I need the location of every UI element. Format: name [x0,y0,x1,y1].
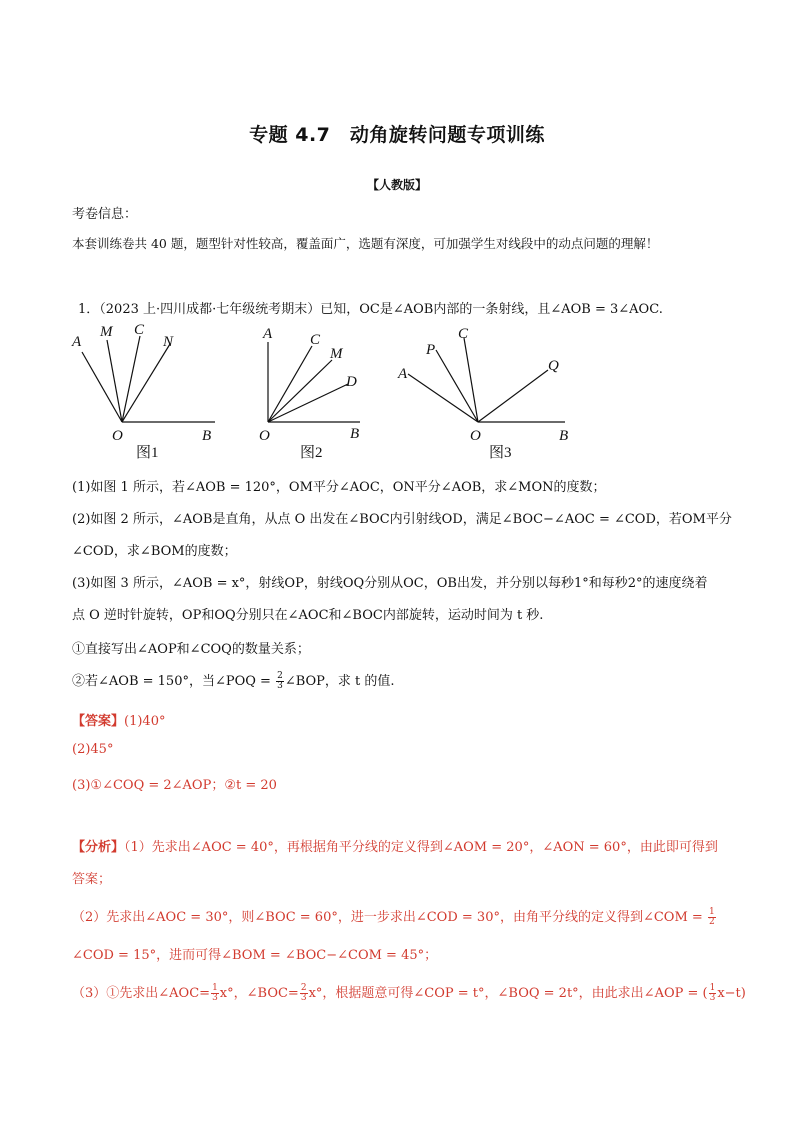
fig1-label-o: O [112,428,123,444]
fig2-label-b: B [350,426,360,442]
question-figures [60,322,580,462]
fraction-denominator: 3 [709,993,716,1003]
analysis-fraction-4 [709,984,717,1003]
analysis-line-5 [72,982,746,1003]
fraction-denominator: 3 [212,993,218,1003]
subpart-1-text: ①直接写出∠AOP和∠COQ的数量关系； [72,642,310,657]
answer-2: (2)45° [72,742,114,757]
answer-1: (1)40° [124,714,166,729]
fraction-numerator: 2 [300,983,307,993]
fig1-caption: 图1 [136,445,159,461]
fig2-label-a: A [263,326,273,342]
figure-1 [71,322,215,461]
fig3-label-c: C [458,326,469,342]
analysis-line-4: ∠COD = 15°，进而可得∠BOM = ∠BOC−∠COM = 45°； [72,948,438,963]
answer-label: 【答案】 [72,714,125,729]
fig1-label-n: N [163,334,174,350]
figure-2 [259,326,360,461]
figure-3 [397,326,568,461]
answer-3: (3)①∠COQ = 2∠AOP；②t = 20 [72,778,277,793]
part-3-line-2: 点 O 逆时针旋转，OP和OQ分别只在∠AOC和∠BOC内部旋转，运动时间为 t 秒. [72,608,544,623]
part-1-text: (1)如图 1 所示，若∠AOB = 120°，OM平分∠AOC，ON平分∠AOB，求∠MON的度数； [72,480,606,495]
analysis-text-1: （1）先求出∠AOC = 40°，再根据角平分线的定义得到∠AOM = 20°，∠AON = 60°，由此即可得到 [124,840,718,855]
analysis-text-5b: x°，∠BOC= [219,986,299,1001]
analysis-line-3 [72,906,717,927]
page-title: 专题 4.7 动角旋转问题专项训练 [249,124,545,146]
exam-info-label: 考卷信息： [72,207,138,222]
fig2-label-m: M [330,346,343,362]
fraction-denominator: 2 [708,917,715,927]
fig1-label-a: A [72,334,82,350]
question-stem: 1．（2023 上·四川成都·七年级统考期末）已知，OC是∠AOB内部的一条射线，且∠AOB = 3∠AOC. [78,302,663,317]
fig2-caption: 图2 [300,445,323,461]
analysis-label: 【分析】 [72,840,125,855]
fraction-numerator: 1 [708,907,715,917]
fig3-label-p: P [426,342,436,358]
subpart-2-text [72,670,395,691]
edition-label: 【人教版】 [366,178,427,192]
fig3-label-o: O [470,428,481,444]
part-3-line-1: (3)如图 3 所示，∠AOB = x°，射线OP，射线OQ分别从OC，OB出发，并分别以每秒1°和每秒2°的速度绕着 [72,576,708,591]
fraction-denominator: 3 [300,993,307,1003]
fraction-numerator: 1 [212,983,218,993]
part-2-line-2: ∠COD，求∠BOM的度数； [72,544,237,559]
fig1-label-m: M [100,324,113,340]
fraction-numerator: 2 [277,671,283,681]
analysis-fraction-3 [300,984,308,1003]
fig2-label-d: D [346,374,357,390]
analysis-line-1 [72,836,718,855]
fig2-label-o: O [259,428,270,444]
analysis-text-3: （2）先求出∠AOC = 30°，则∠BOC = 60°，进一步求出∠COD = 30°，由角平分线的定义得到∠COM = [72,910,707,925]
analysis-line-2: 答案； [72,872,112,887]
analysis-fraction-1 [708,908,716,927]
analysis-text-5c: x°，根据题意可得∠COP = t°，∠BOQ = 2t°，由此求出∠AOP = ( [308,986,708,1001]
fig3-label-q: Q [548,358,559,374]
fig3-label-a: A [398,366,408,382]
subpart-2-fraction [276,672,284,691]
fig1-label-b: B [202,428,212,444]
analysis-text-5d: x−t) [717,986,746,1001]
subpart-2-text-a: ②若∠AOB = 150°，当∠POQ = [72,674,276,689]
fig1-label-c: C [134,322,145,338]
analysis-text-5a: （3）①先求出∠AOC= [72,986,211,1001]
fig3-label-b: B [559,428,569,444]
subpart-2-text-b: ∠BOP，求 t 的值. [284,674,395,689]
fig2-label-c: C [310,332,321,348]
analysis-fraction-2 [211,984,219,1003]
exam-info-text: 本套训练卷共 40 题，题型针对性较高，覆盖面广，选题有深度，可加强学生对线段中的动点问题的理解！ [72,236,659,251]
fraction-denominator: 3 [277,681,283,691]
part-2-line-1: (2)如图 2 所示，∠AOB是直角，从点 O 出发在∠BOC内引射线OD，满足∠BOC−∠AOC = ∠COD，若OM平分 [72,512,732,527]
fraction-numerator: 1 [709,983,716,993]
answer-line-1 [72,710,165,729]
fig3-caption: 图3 [489,445,512,461]
